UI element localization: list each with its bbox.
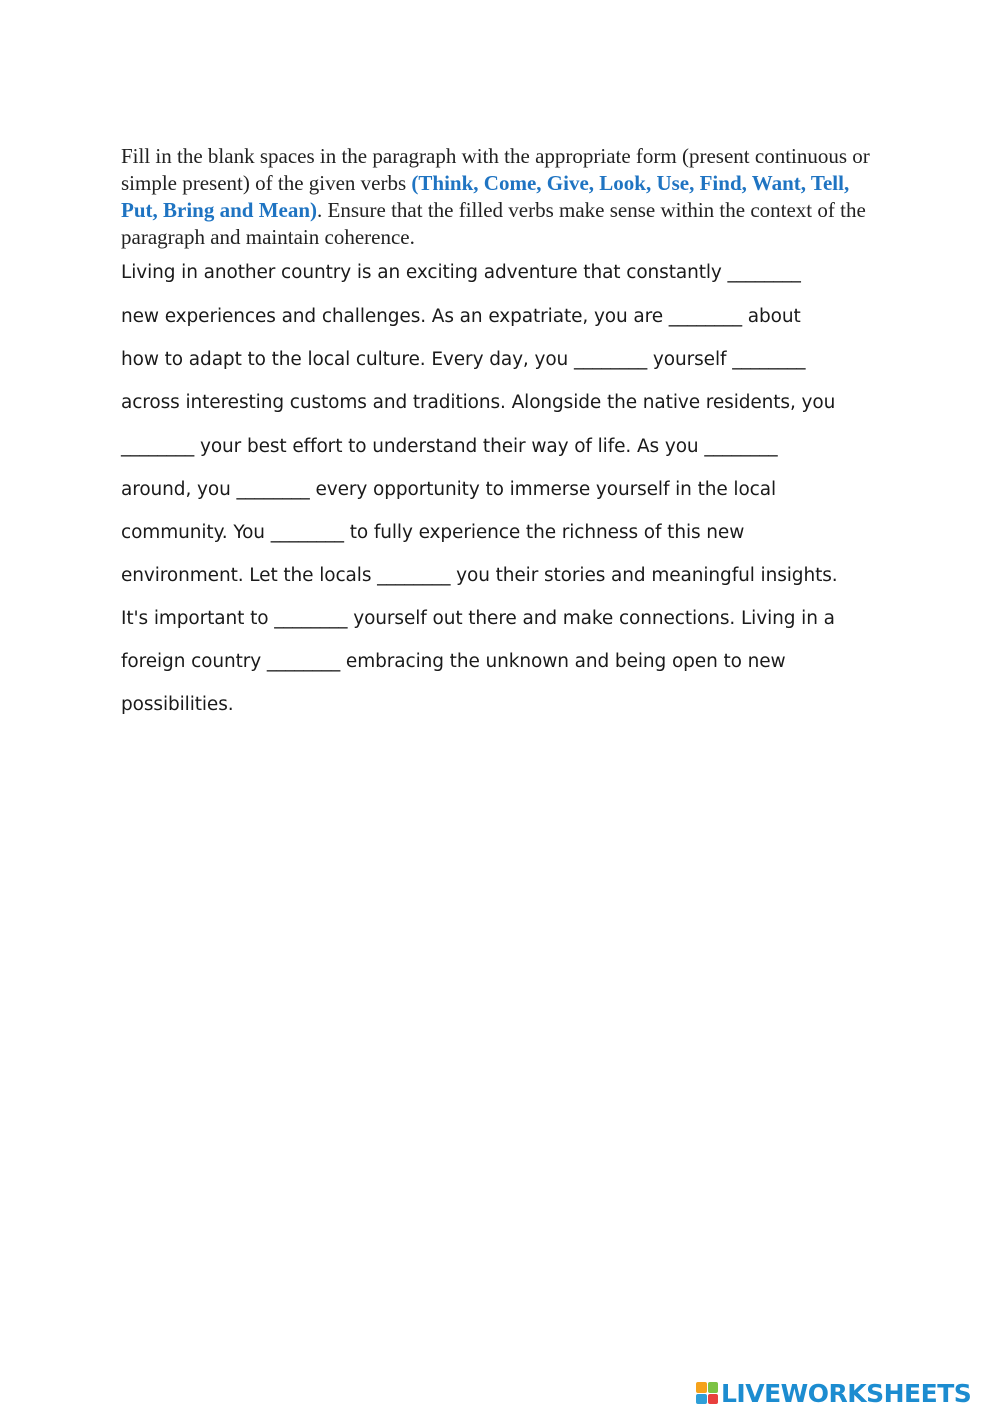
passage-line: It's important to ________ yourself out there and make connections. Living in a — [121, 608, 835, 629]
liveworksheets-logo — [696, 1378, 971, 1408]
passage-line: foreign country ________ embracing the unknown and being open to new — [121, 651, 786, 672]
passage-line: new experiences and challenges. As an expatriate, you are ________ about — [121, 306, 801, 327]
logo-square-blue — [696, 1394, 707, 1405]
logo-text: LIVEWORKSHEETS — [721, 1378, 972, 1408]
passage-line: environment. Let the locals ________ you their stories and meaningful insights. — [121, 565, 838, 586]
verb-list: (Think, Come, Give, Look, Use, Find, Want, Tell, Put, Bring and Mean) — [121, 171, 850, 222]
passage-line: community. You ________ to fully experience the richness of this new — [121, 522, 745, 543]
logo-square-green — [708, 1382, 719, 1393]
passage-line: possibilities. — [121, 694, 234, 715]
passage-line: around, you ________ every opportunity to immerse yourself in the local — [121, 479, 777, 500]
logo-square-orange — [696, 1382, 707, 1393]
logo-icon — [696, 1382, 718, 1404]
passage-line: how to adapt to the local culture. Every day, you ________ yourself ________ — [121, 349, 806, 370]
logo-square-red — [708, 1394, 719, 1405]
instructions-text-before: Fill in the blank spaces in the paragraph with the appropriate form (present continuous or simple present) of the given verbs — [121, 144, 870, 195]
passage-line: Living in another country is an exciting adventure that constantly ________ — [121, 262, 801, 283]
passage-line: ________ your best effort to understand their way of life. As you ________ — [121, 436, 778, 457]
instructions-text-after: . Ensure that the filled verbs make sense within the context of the paragraph and maintain coherence. — [121, 198, 866, 249]
passage-line: across interesting customs and traditions. Alongside the native residents, you — [121, 392, 836, 413]
instructions — [121, 143, 881, 251]
